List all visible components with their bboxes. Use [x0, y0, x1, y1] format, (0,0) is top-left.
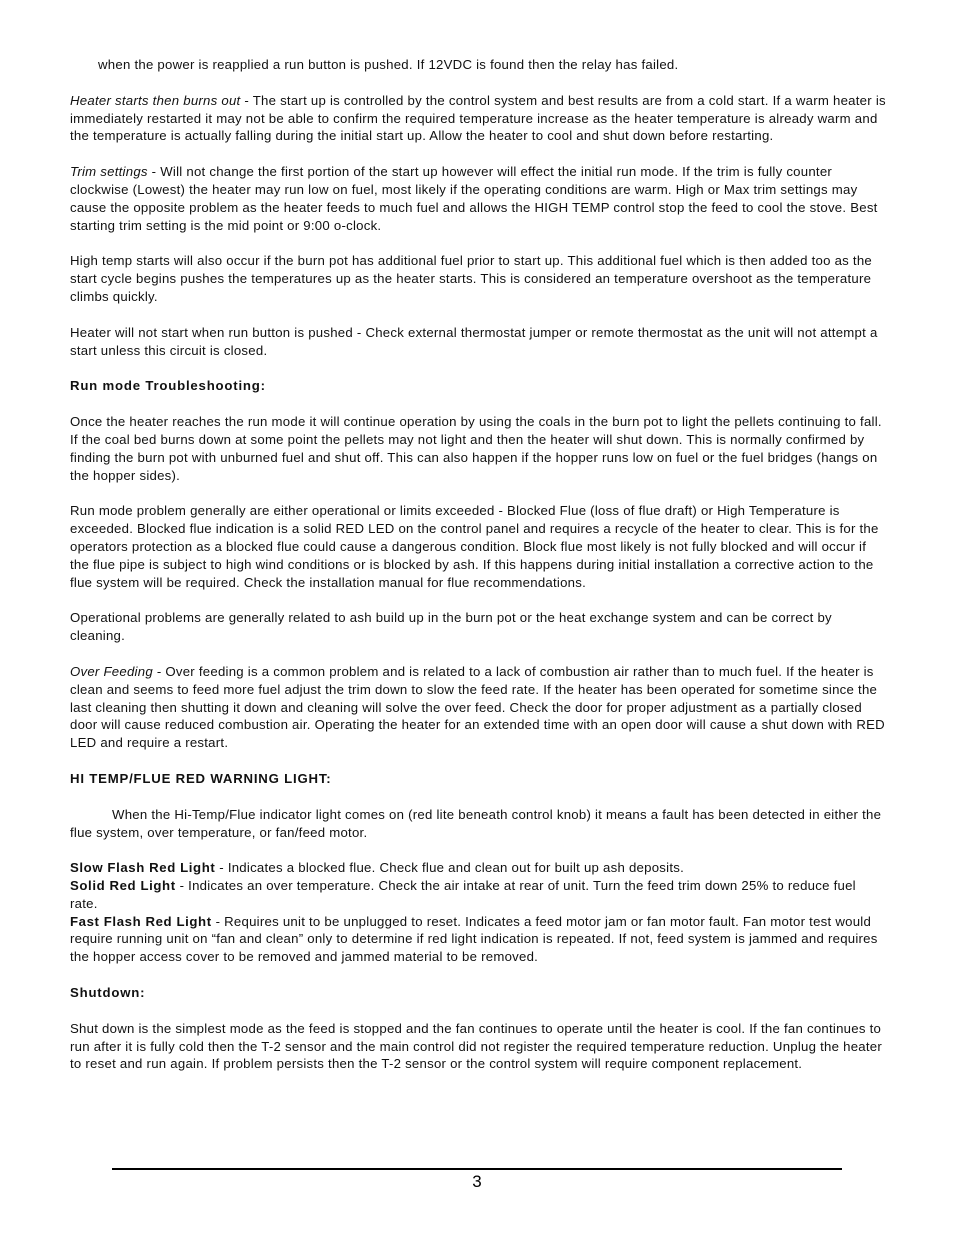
paragraph-high-temp-starts: High temp starts will also occur if the burn pot has additional fuel prior to start up. This additional fuel which is then added too as the start cycle begins pushes the temperatures up as the heater starts. This is considered an temperature overshoot as the temperature climbs quickly. — [70, 253, 873, 304]
paragraph-run-mode-problems: Run mode problem generally are either operational or limits exceeded - Blocked Flue (loss of flue draft) or High Temperature is exceeded. Blocked flue indication is a solid RED LED on the control panel and requires a recycle of the heater to clear. This is for the operators protection as a blocked flue could cause a dangerous condition. Block flue most likely is not fully blocked and will occur if the flue pipe is subject to high wind conditions or is blocked by ash. If this happens during initial installation a corrective action to the flue system will be required. Check the installation manual for flue recommendations. — [70, 503, 879, 590]
document-body — [70, 56, 886, 1073]
paragraph-trim-settings: Trim settings - Will not change the first portion of the start up however will effect the initial run mode. If the trim is fully counter clockwise (Lowest) the heater may run low on fuel, most likely if the operating conditions are warm. High or Max trim settings may cause the opposite problem as the heater feeds to much fuel and allows the HIGH TEMP control stop the feed to cool the stove. Best starting trim setting is the mid point or 9:00 o-clock. — [70, 164, 878, 233]
term-solid-red: Solid Red Light — [70, 878, 176, 894]
paragraph-heater-burns-out: Heater starts then burns out - The start up is controlled by the control system and best results are from a cold start. If a warm heater is immediately restarted it may not be able to confirm the required temperature increase as the heater temperature is already warm and the temperature is actually falling during the initial start up. Allow the heater to cool and shut down before restarting. — [70, 92, 886, 144]
paragraph-will-not-start: Heater will not start when run button is pushed - Check external thermostat jumper or remote thermostat as the unit will not attempt a start unless this circuit is closed. — [70, 324, 878, 358]
paragraph-over-feeding: Over Feeding - Over feeding is a common problem and is related to a lack of combustion air rather than to much fuel. If the heater is clean and seems to feed more fuel adjust the trim down to slow the feed rate. If the heater has been operated for sometime since the last cleaning then shutting it down and cleaning will solve the over feed. Check the door for proper adjustment as a partially closed door will cause reduced combustion air. Operating the heater for an extended time with an open door will cause a shut down with RED LED and require a restart. — [70, 663, 885, 751]
paragraph-fast-flash: Fast Flash Red Light - Requires unit to be unplugged to reset. Indicates a feed motor jam or fan motor fault. Fan motor test would require running unit on “fan and clean” only to determine if red light indication is repeated. If not, feed system is jammed and requires the hopper access cover to be removed and jammed material to be removed. — [70, 913, 878, 965]
heading-shutdown: Shutdown: — [70, 985, 146, 1001]
paragraph-shutdown: Shut down is the simplest mode as the feed is stopped and the fan continues to operate until the heater is cool. If the fan continues to run after it is fully cold then the T-2 sensor and the main control did not register the required temperature reduction. Unplug the heater to reset and run again. If problem persists then the T-2 sensor or the control system will require component replacement. — [70, 1020, 883, 1072]
page-number: 3 — [472, 1172, 482, 1191]
paragraph-slow-flash: Slow Flash Red Light - Indicates a blocked flue. Check flue and clean out for built up ash deposits. — [70, 860, 684, 876]
term-trim-settings: Trim settings — [70, 164, 148, 180]
term-slow-flash: Slow Flash Red Light — [70, 860, 216, 876]
paragraph-relay-check: when the power is reapplied a run button is pushed. If 12VDC is found then the relay has failed. — [98, 57, 679, 72]
term-over-feeding: Over Feeding — [70, 663, 153, 679]
term-heater-burns-out: Heater starts then burns out — [70, 92, 241, 108]
paragraph-operational-problems: Operational problems are generally related to ash build up in the burn pot or the heat exchange system and can be correct by cleaning. — [70, 610, 832, 644]
footer-divider — [112, 1168, 842, 1170]
term-fast-flash: Fast Flash Red Light — [70, 913, 212, 929]
heading-run-mode: Run mode Troubleshooting: — [70, 378, 266, 394]
paragraph-solid-red: Solid Red Light - Indicates an over temperature. Check the air intake at rear of unit. Turn the feed trim down 25% to reduce fuel rate. — [70, 878, 856, 911]
paragraph-run-mode-operation: Once the heater reaches the run mode it will continue operation by using the coals in the burn pot to light the pellets continuing to fall. If the coal bed burns down at some point the pellets may not light and then the heater will shut down. This is normally confirmed by finding the burn pot with unburned fuel and shut off. This can also happen if the hopper runs low on fuel or the fuel bridges (hangs on the hopper sides). — [70, 414, 882, 483]
heading-warning-light: HI TEMP/FLUE RED WARNING LIGHT: — [70, 770, 332, 786]
paragraph-indicator-light: When the Hi-Temp/Flue indicator light comes on (red lite beneath control knob) it means a fault has been detected in either the flue system, over temperature, or fan/feed motor. — [70, 806, 882, 840]
